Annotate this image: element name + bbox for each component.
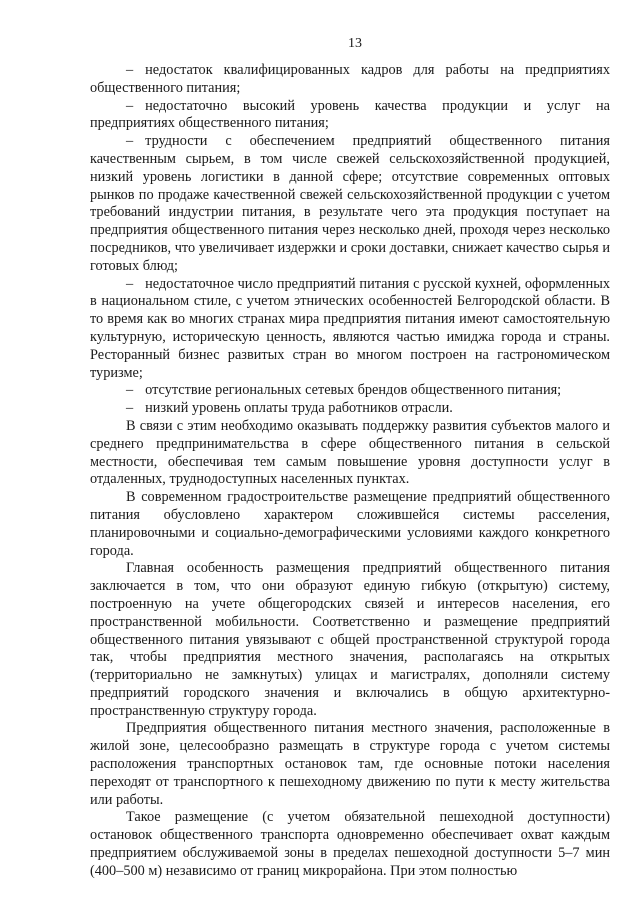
paragraph-text: недостаток квалифицированных кадров для работы на предприятиях общественного питания;: [90, 62, 610, 96]
paragraph-4: [90, 276, 610, 383]
list-dash: –: [126, 133, 134, 150]
paragraph-text: В связи с этим необходимо оказывать поддержку развития субъектов малого и среднего предпринимательства в сфере общественного питания в сельской местности, обеспечивая тем самым повышение уровня доступности услуг в отдаленных, труднодоступных населенных пунктах.: [90, 417, 610, 488]
paragraph-6: [90, 400, 610, 418]
paragraph-text: недостаточное число предприятий питания с русской кухней, оформленных в национальном стиле, с учетом этнических особенностей Белгородской области. В то время как во многих странах мира предприятия питания имеют самостоятельную культурную, историческую ценность, являются частью имиджа города и страны. Ресторанный бизнес развитых стран во многом построен на гастрономическом туризме;: [90, 275, 610, 381]
paragraph-2: [90, 98, 610, 134]
paragraph-text: трудности с обеспечением предприятий общественного питания качественным сырьем, в том числе свежей сельскохозяйственной продукцией, низкий уровень логистики в данной сфере; отсутствие современных оптовых рынков по продаже качественной свежей сельскохозяйственной продукции с учетом требований индустрии питания, в результате чего эта продукция поступает на предприятия общественного питания через несколько дней, проходя через несколько посредников, что увеличивает издержки и сроки доставки, снижает качество сырья и готовых блюд;: [90, 133, 610, 274]
list-dash: –: [126, 62, 134, 78]
paragraph-10: [90, 720, 610, 809]
paragraph-9: [90, 560, 610, 720]
list-dash: –: [126, 382, 134, 399]
paragraph-3: [90, 133, 610, 275]
list-dash: –: [126, 400, 134, 417]
paragraph-5: [90, 382, 610, 400]
paragraph-1: [90, 62, 610, 98]
document-body: [90, 62, 610, 881]
paragraph-text: Главная особенность размещения предприятий общественного питания заключается в том, что они образуют единую гибкую (открытую) систему, построенную на учете общегородских связей и интересов населения, его пространственной мобильности. Соответственно и размещение предприятий общественного питания увязывают с общей пространственной структурой города так, чтобы предприятия местного значения, располагаясь на открытых (территориально не замкнутых) улицах и магистралях, дополняли систему предприятий городского значения и включались в общую архитектурно-пространственную структуру города.: [90, 560, 610, 719]
paragraph-8: [90, 489, 610, 560]
paragraph-text: низкий уровень оплаты труда работников отрасли.: [145, 400, 453, 417]
list-dash: –: [126, 275, 134, 292]
paragraph-text: Предприятия общественного питания местного значения, расположенные в жилой зоне, целесообразно размещать в структуре города с учетом системы расположения транспортных остановок там, где основные потоки населения переходят от транспортного к пешеходному движению по пути к месту жительства или работы.: [90, 720, 610, 808]
paragraph-text: недостаточно высокий уровень качества продукции и услуг на предприятиях общественного питания;: [90, 97, 610, 132]
paragraph-text: отсутствие региональных сетевых брендов общественного питания;: [145, 382, 562, 399]
paragraph-text: В современном градостроительстве размещение предприятий общественного питания обусловлено характером сложившейся системы расселения, планировочными и социально-демографическими условиями каждого конкретного города.: [90, 489, 610, 559]
paragraph-11: [90, 809, 610, 880]
page-number: 13: [348, 36, 362, 51]
list-dash: –: [126, 97, 134, 114]
paragraph-text: Такое размещение (с учетом обязательной пешеходной доступности) остановок общественного транспорта одновременно обеспечивает охват каждым предприятием обслуживаемой зоны в пределах пешеходной доступности 5–7 мин (400–500 м) независимо от границ микрорайона. При этом полностью: [90, 809, 610, 879]
paragraph-7: [90, 418, 610, 489]
